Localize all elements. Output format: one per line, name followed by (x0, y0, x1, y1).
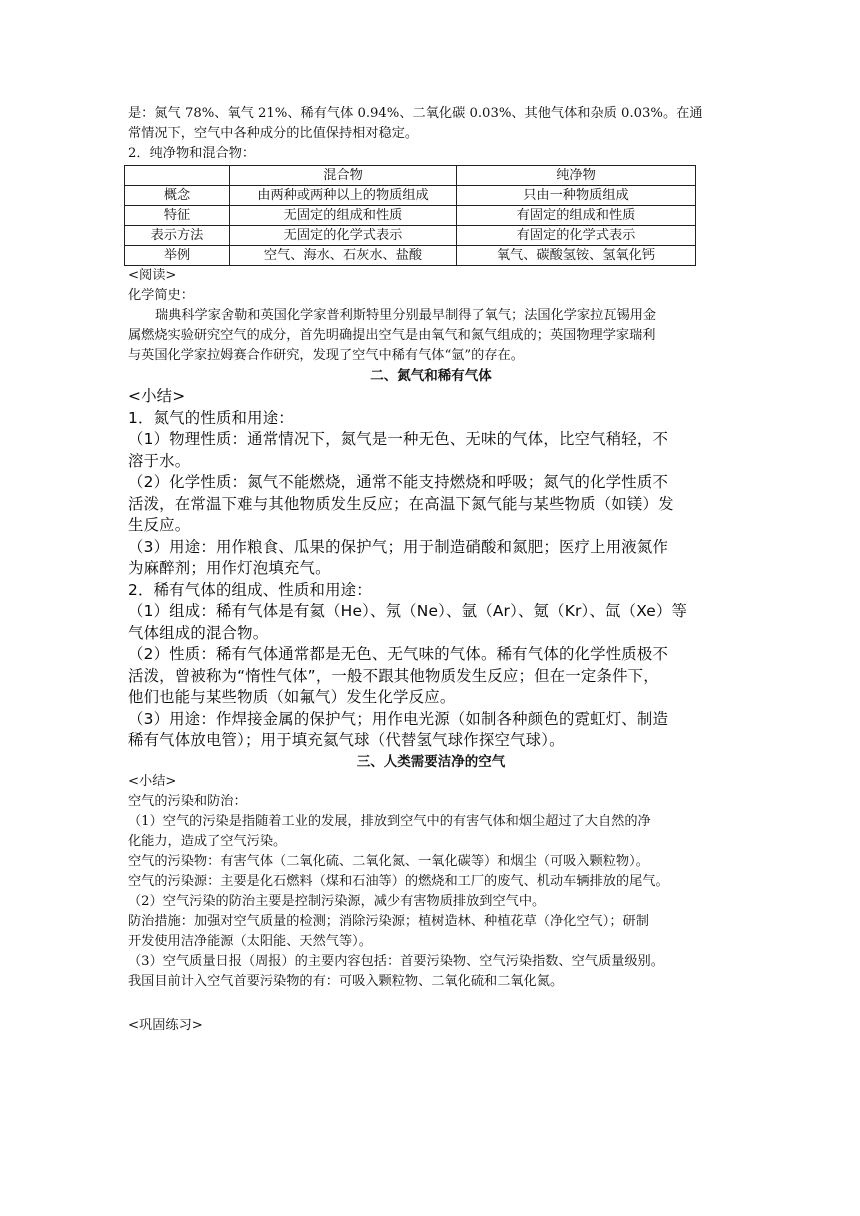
pollution-line: （2）空气污染的防治主要是控制污染源，减少有害物质排放到空气中。 (128, 893, 546, 909)
scan-line: （3）用途：用作粮食、瓜果的保护气；用于制造硝酸和氮肥；医疗上用液氮作 (128, 537, 669, 556)
pollution-line: 防治措施：加强对空气质量的检测；消除污染源；植树造林、种植花草（净化空气）；研制 (128, 913, 649, 929)
scan-line: （2）化学性质：氮气不能燃烧，通常不能支持燃烧和呼吸；氮气的化学性质不 (128, 473, 669, 491)
spacer (128, 992, 734, 1016)
scanned-summary-block (120, 386, 734, 752)
pollution-line: （1）空气的污染是指随着工业的发展，排放到空气中的有害气体和烟尘超过了大自然的净 (128, 813, 651, 829)
table-cell: 氧气、碳酸氢铵、氢氧化钙 (457, 246, 696, 266)
table-row (125, 246, 696, 266)
scan-line: （3）用途：作焊接金属的保护气；用作电光源（如制各种颜色的霓虹灯、制造 (128, 709, 669, 728)
section2-heading: 2．纯净物和混合物： (128, 146, 256, 161)
summary-label: <小结> (128, 387, 186, 405)
intro-line-1: 是：氮气 78%、氧气 21%、稀有气体 0.94%、二氧化碳 0.03%、其他气体和杂质 0.03%。在通 (128, 106, 703, 121)
table-cell: 有固定的组成和性质 (457, 206, 696, 226)
pollution-line: 开发使用洁净能源（太阳能、天然气等）。 (128, 933, 372, 949)
section-three-title: 三、人类需要洁净的空气 (356, 753, 506, 770)
reading-label: <阅读> (128, 268, 177, 283)
history-line-1: 瑞典科学家舍勒和英国化学家普利斯特里分别最早制得了氧气；法国化学家拉瓦锡用金 (155, 308, 657, 323)
scan-line: 活泼，曾被称为“惰性气体”，一般不跟其他物质发生反应；但在一定条件下， (128, 666, 659, 685)
table-header-cell (125, 166, 230, 186)
pollution-line: （3）空气质量日报（周报）的主要内容包括：首要污染物、空气污染指数、空气质量级别。 (128, 953, 664, 969)
scan-line: 生反应。 (128, 516, 191, 534)
scan-line: （1）物理性质：通常情况下，氮气是一种无色、无味的气体，比空气稍轻，不 (128, 430, 669, 448)
table-header-cell: 混合物 (230, 166, 457, 186)
scan-line: 溶于水。 (128, 451, 191, 470)
table-cell: 无固定的化学式表示 (230, 226, 457, 246)
table-header-row (125, 166, 696, 186)
scan-line: 稀有气体放电管）；用于填充氦气球（代替氢气球作探空气球）。 (128, 731, 565, 749)
table-header-cell: 纯净物 (457, 166, 696, 186)
table-row (125, 186, 696, 206)
scan-line: （2）性质：稀有气体通常都是无色、无气味的气体。稀有气体的化学性质极不 (128, 645, 669, 663)
pollution-line: 我国目前计入空气首要污染物的有：可吸入颗粒物、二氧化硫和二氧化氮。 (128, 973, 564, 989)
pollution-line: 化能力，造成了空气污染。 (128, 833, 287, 849)
table-cell: 有固定的化学式表示 (457, 226, 696, 246)
history-line-3: 与英国化学家拉姆赛合作研究，发现了空气中稀有气体“氩”的存在。 (128, 348, 524, 363)
table-cell: 特征 (125, 206, 230, 226)
table-cell: 举例 (125, 246, 230, 266)
scan-line: 1．氮气的性质和用途： (128, 408, 294, 427)
table-row (125, 226, 696, 246)
intro-line-2: 常情况下，空气中各种成分的比值保持相对稳定。 (128, 126, 419, 141)
scan-line: 活泼，在常温下难与其他物质发生反应；在高温下氮气能与某些物质（如镁）发 (128, 494, 674, 513)
scan-line: 2．稀有气体的组成、性质和用途： (128, 580, 372, 599)
scan-line: （1）组成：稀有气体是有氦（He）、氖（Ne）、氩（Ar）、氪（Kr）、氙（Xe）等 (128, 602, 688, 620)
table-cell: 无固定的组成和性质 (230, 206, 457, 226)
history-line-2: 属燃烧实验研究空气的成分，首先明确提出空气是由氧气和氮气组成的；英国物理学家瑞利 (128, 328, 656, 343)
history-heading: 化学简史： (128, 288, 194, 303)
scan-line: 气体组成的混合物。 (128, 623, 269, 642)
scan-line: 为麻醉剂；用作灯泡填充气。 (128, 559, 331, 577)
pollution-line: 空气的污染和防治： (128, 793, 247, 809)
table-cell: 空气、海水、石灰水、盐酸 (230, 246, 457, 266)
pollution-line: 空气的污染物：有害气体（二氧化硫、二氧化氮、一氧化碳等）和烟尘（可吸入颗粒物）。 (128, 853, 649, 869)
scan-line: 他们也能与某些物质（如氟气）发生化学反应。 (128, 688, 456, 706)
comparison-table (124, 165, 696, 266)
pollution-line: 空气的污染源：主要是化石燃料（煤和石油等）的燃烧和工厂的废气、机动车辆排放的尾气。 (128, 873, 669, 889)
section-two-title: 二、氮气和稀有气体 (370, 368, 492, 384)
table-cell: 表示方法 (125, 226, 230, 246)
document-page (128, 104, 734, 1036)
exercise-label: <巩固练习> (128, 1017, 203, 1033)
table-cell: 概念 (125, 186, 230, 206)
table-row (125, 206, 696, 226)
summary-label: <小结> (128, 773, 177, 789)
table-cell: 由两种或两种以上的物质组成 (230, 186, 457, 206)
table-cell: 只由一种物质组成 (457, 186, 696, 206)
